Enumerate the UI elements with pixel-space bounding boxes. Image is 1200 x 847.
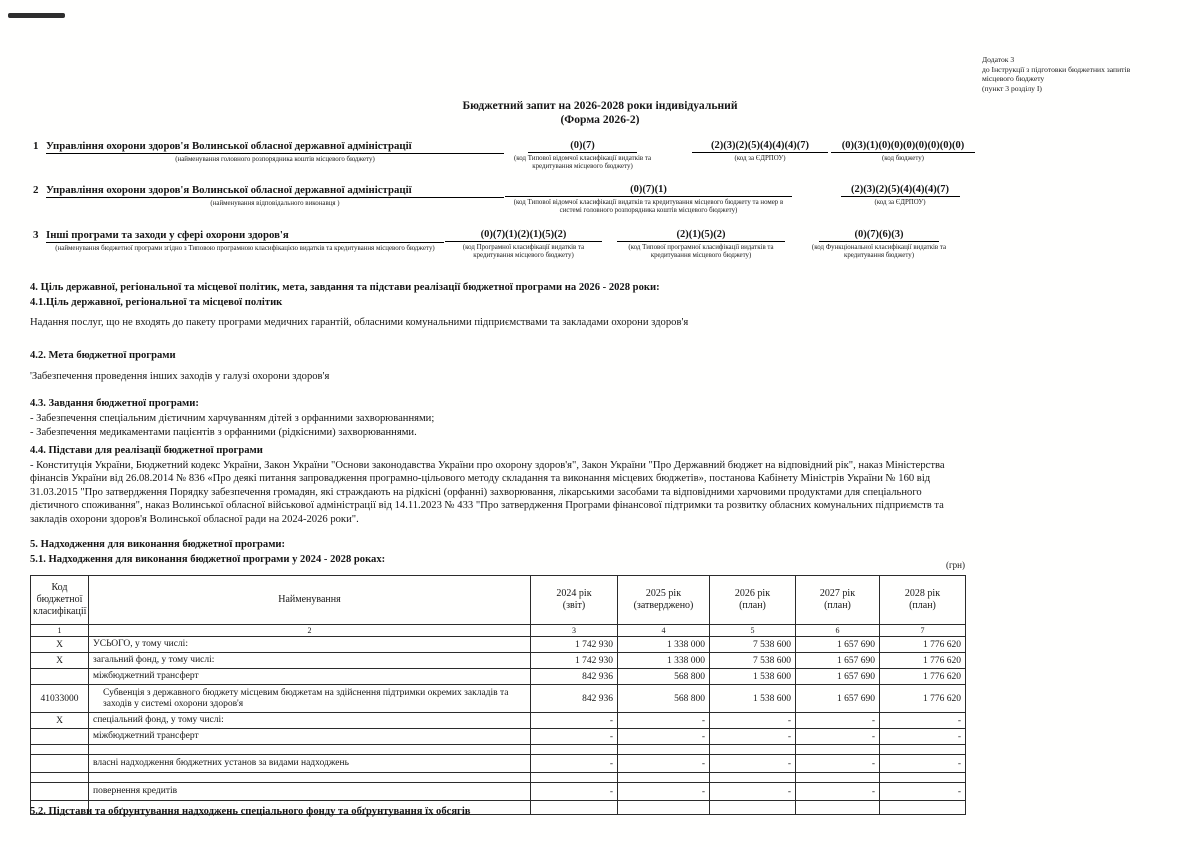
section-4-2-title: 4.2. Мета бюджетної програми (30, 350, 176, 361)
year-label: 2025 рік (645, 588, 682, 599)
value-cell (880, 745, 966, 755)
value-cell: - (880, 713, 966, 729)
page-title (0, 99, 1200, 127)
section-4-title: 4. Ціль державної, регіональної та місцевої політик, мета, завдання та підстави реалізації бюджетної програми на 2026 - 2028 роки: (30, 282, 660, 293)
section-4-3-item: - Забезпечення медикаментами пацієнтів з орфанними (рідкісними) захворюваннями. (30, 427, 417, 438)
value-cell: 1 776 620 (880, 669, 966, 685)
value-cell: 1 338 000 (618, 653, 710, 669)
annex-line: до Інструкції з підготовки бюджетних запитів (982, 64, 1131, 74)
code-cell (31, 783, 89, 801)
annex-note (982, 55, 1194, 93)
value-cell: - (880, 755, 966, 773)
value-cell: 1 538 600 (710, 669, 796, 685)
value-cell: - (796, 755, 880, 773)
value-cell: 1 742 930 (531, 637, 618, 653)
main-name-caption: (найменування головного розпорядника коштів місцевого бюджету) (175, 155, 375, 163)
year-sublabel: (затверджено) (633, 600, 694, 611)
code-cell: 41033000 (31, 685, 89, 713)
code-field (823, 140, 983, 163)
main-name-value: Управління охорони здоров'я Волинської обласної державної адміністрації (46, 140, 504, 154)
section-4-1-text: Надання послуг, що не входять до пакету програми медичних гарантій, обласними комунальними підприємствами та закладами охорони здоров'я (30, 317, 689, 328)
main-name-caption: (найменування бюджетної програми згідно з Типовою програмною класифікацією видатків та кредитування місцевого бюджету) (55, 244, 435, 252)
value-cell: - (880, 783, 966, 801)
table-row (31, 745, 966, 755)
table-row (31, 713, 966, 729)
value-cell: - (618, 755, 710, 773)
column-number: 3 (531, 625, 618, 637)
main-name-value: Управління охорони здоров'я Волинської обласної державної адміністрації (46, 184, 504, 198)
table-row (31, 773, 966, 783)
value-cell: 568 800 (618, 685, 710, 713)
value-cell: - (880, 729, 966, 745)
code-field (675, 140, 845, 163)
code-caption: (код бюджету) (882, 154, 924, 162)
value-cell (710, 773, 796, 783)
name-cell: повернення кредитів (89, 783, 531, 801)
column-number: 5 (710, 625, 796, 637)
year-sublabel: (план) (739, 600, 766, 611)
code-caption: (код за ЄДРПОУ) (734, 154, 786, 162)
page-title-line1: Бюджетний запит на 2026-2028 роки індивідуальний (462, 99, 738, 112)
row-number: 3 (33, 229, 39, 241)
year-label: 2028 рік (904, 588, 941, 599)
value-cell: 1 742 930 (531, 653, 618, 669)
value-cell: 1 776 620 (880, 637, 966, 653)
row-number: 1 (33, 140, 39, 152)
section-4-4-title: 4.4. Підстави для реалізації бюджетної програми (30, 445, 263, 456)
code-value: (0)(7)(6)(3) (854, 229, 904, 240)
column-number: 4 (618, 625, 710, 637)
code-caption: (код Типової програмної класифікації видатків та кредитування місцевого бюджету) (628, 243, 774, 259)
value-cell (796, 745, 880, 755)
table-row (31, 653, 966, 669)
code-value: (2)(3)(2)(5)(4)(4)(4)(7) (851, 184, 949, 195)
code-field (505, 140, 660, 171)
section-5-1-title: 5.1. Надходження для виконання бюджетної програми у 2024 - 2028 роках: (30, 554, 386, 565)
code-cell: X (31, 713, 89, 729)
code-cell (31, 755, 89, 773)
code-column-header: Код бюджетної класифікації (31, 576, 89, 625)
value-cell: 7 538 600 (710, 653, 796, 669)
value-cell (796, 773, 880, 783)
year-column-header (531, 576, 618, 625)
main-name-field (46, 229, 444, 253)
name-cell: загальний фонд, у тому числі: (89, 653, 531, 669)
value-cell: - (618, 729, 710, 745)
name-cell: УСЬОГО, у тому числі: (89, 637, 531, 653)
value-cell (618, 745, 710, 755)
value-cell: - (710, 713, 796, 729)
code-value: (2)(1)(5)(2) (676, 229, 726, 240)
table-row (31, 755, 966, 773)
value-cell: - (796, 729, 880, 745)
name-cell: міжбюджетний трансферт (89, 669, 531, 685)
name-cell (89, 773, 531, 783)
code-caption: (код Типової відомчої класифікації видатків та кредитування місцевого бюджету) (513, 154, 652, 170)
revenues-table (30, 575, 966, 815)
value-cell: 1 776 620 (880, 653, 966, 669)
section-5-2-title: 5.2. Підстави та обґрунтування надходжень спеціального фонду та обґрунтування їх обсягів (30, 806, 471, 817)
table-header-row (31, 576, 966, 625)
code-caption: (код за ЄДРПОУ) (874, 198, 926, 206)
section-4-2-text: 'Забезпечення проведення інших заходів у галузі охорони здоров'я (30, 371, 330, 382)
value-cell: 842 936 (531, 669, 618, 685)
code-field (617, 229, 785, 260)
section-4-3-item: - Забезпечення спеціальним дієтичним харчуванням дітей з орфанними захворюваннями; (30, 413, 435, 424)
name-cell (89, 745, 531, 755)
value-cell (618, 773, 710, 783)
value-cell: - (710, 729, 796, 745)
year-column-header (710, 576, 796, 625)
value-cell: - (710, 755, 796, 773)
year-sublabel: (звіт) (562, 600, 586, 611)
code-field (445, 229, 602, 260)
name-cell: Субвенція з державного бюджету місцевим бюджетам на здійснення підтримки окремих закладів та заходів у системі охорони здоров'я (89, 685, 531, 713)
value-cell: 1 657 690 (796, 653, 880, 669)
code-field (815, 184, 985, 207)
name-cell: спеціальний фонд, у тому числі: (89, 713, 531, 729)
value-cell: 1 776 620 (880, 685, 966, 713)
column-number: 2 (89, 625, 531, 637)
code-cell (31, 729, 89, 745)
year-sublabel: (план) (824, 600, 851, 611)
code-value: (0)(7)(1) (630, 184, 667, 195)
value-cell (531, 745, 618, 755)
name-cell: власні надходження бюджетних установ за видами надходжень (89, 755, 531, 773)
main-name-field (46, 184, 504, 208)
row-number: 2 (33, 184, 39, 196)
year-column-header (880, 576, 966, 625)
annex-line: (пункт 3 розділу І) (982, 83, 1042, 93)
main-name-field (46, 140, 504, 164)
code-value: (0)(7)(1)(2)(1)(5)(2) (480, 229, 567, 240)
value-cell: - (710, 783, 796, 801)
code-field (793, 229, 965, 260)
code-cell (31, 745, 89, 755)
code-cell (31, 669, 89, 685)
main-name-value: Інші програми та заходи у сфері охорони здоров'я (46, 229, 444, 243)
code-cell: X (31, 637, 89, 653)
code-value: (0)(7) (570, 140, 595, 151)
value-cell: 842 936 (531, 685, 618, 713)
value-cell: 1 657 690 (796, 637, 880, 653)
code-field (505, 184, 792, 215)
code-caption: (код Типової відомчої класифікації видатків та кредитування місцевого бюджету та номер в системі головного розпорядника коштів місцевого бюджету) (513, 198, 784, 214)
value-cell: - (618, 783, 710, 801)
year-column-header (618, 576, 710, 625)
value-cell: - (531, 713, 618, 729)
year-sublabel: (план) (909, 600, 936, 611)
year-label: 2026 рік (734, 588, 771, 599)
code-caption: (код Програмної класифікації видатків та кредитування місцевого бюджету) (462, 243, 585, 259)
value-cell: - (531, 755, 618, 773)
value-cell: 568 800 (618, 669, 710, 685)
main-name-caption: (найменування відповідального виконавця ) (210, 199, 340, 207)
value-cell (880, 773, 966, 783)
value-cell: 1 538 600 (710, 685, 796, 713)
value-cell: 7 538 600 (710, 637, 796, 653)
table-row (31, 637, 966, 653)
value-cell: 1 338 000 (618, 637, 710, 653)
currency-note: (грн) (945, 560, 965, 570)
column-number: 7 (880, 625, 966, 637)
page-title-line2: (Форма 2026-2) (560, 113, 640, 126)
code-value: (2)(3)(2)(5)(4)(4)(4)(7) (711, 140, 809, 151)
annex-line: Додаток 3 (982, 55, 1015, 64)
value-cell: - (531, 729, 618, 745)
value-cell (710, 745, 796, 755)
value-cell (531, 773, 618, 783)
table-row (31, 729, 966, 745)
column-number-row (31, 625, 966, 637)
table-row (31, 669, 966, 685)
code-cell (31, 773, 89, 783)
section-5-title: 5. Надходження для виконання бюджетної програми: (30, 539, 286, 550)
table-row (31, 783, 966, 801)
column-number: 6 (796, 625, 880, 637)
code-cell: X (31, 653, 89, 669)
year-label: 2027 рік (819, 588, 856, 599)
annex-line: місцевого бюджету (982, 74, 1045, 84)
column-number: 1 (31, 625, 89, 637)
value-cell: - (531, 783, 618, 801)
value-cell: - (618, 713, 710, 729)
name-column-header: Найменування (89, 576, 531, 625)
year-label: 2024 рік (556, 588, 592, 599)
value-cell: - (796, 783, 880, 801)
section-4-1-title: 4.1.Ціль державної, регіональної та місцевої політик (30, 297, 283, 308)
value-cell: 1 657 690 (796, 669, 880, 685)
value-cell: 1 657 690 (796, 685, 880, 713)
name-cell: міжбюджетний трансферт (89, 729, 531, 745)
value-cell: - (796, 713, 880, 729)
scan-artifact-mark (8, 13, 65, 18)
section-4-3-title: 4.3. Завдання бюджетної програми: (30, 398, 199, 409)
table-row (31, 685, 966, 713)
code-value: (0)(3)(1)(0)(0)(0)(0)(0)(0)(0) (841, 140, 965, 151)
section-4-4-text: - Конституція України, Бюджетний кодекс України, Закон України "Основи законодавства України про охорону здоров'я", Закон України "Про Державний бюджет на відповідний рік", наказ Міністерства фінансів України від 26.08.2014 № 836 «Про деякі питання запровадження програмно-цільового методу складання та виконання місцевих бюджетів», постанова Кабінету Міністрів України № 160 від 31.03.2015 "Про затвердження Порядку забезпечення громадян, які страждають на рідкісні (орфанні) захворювання, лікарськими засобами та відповідними харчовими продуктами для спеціального дієтичного споживання", наказ Волинської обласної військової адміністрації від 14.11.2023 № 433 "Про затвердження Програми фінансової підтримки та розвитку обласних комунальних підприємств та закладів охорони здоров'я Волинської обласної ради на 2024-2026 роки". (30, 460, 945, 525)
code-caption: (код Функціональної класифікації видатків та кредитування бюджету) (811, 243, 947, 259)
year-column-header (796, 576, 880, 625)
